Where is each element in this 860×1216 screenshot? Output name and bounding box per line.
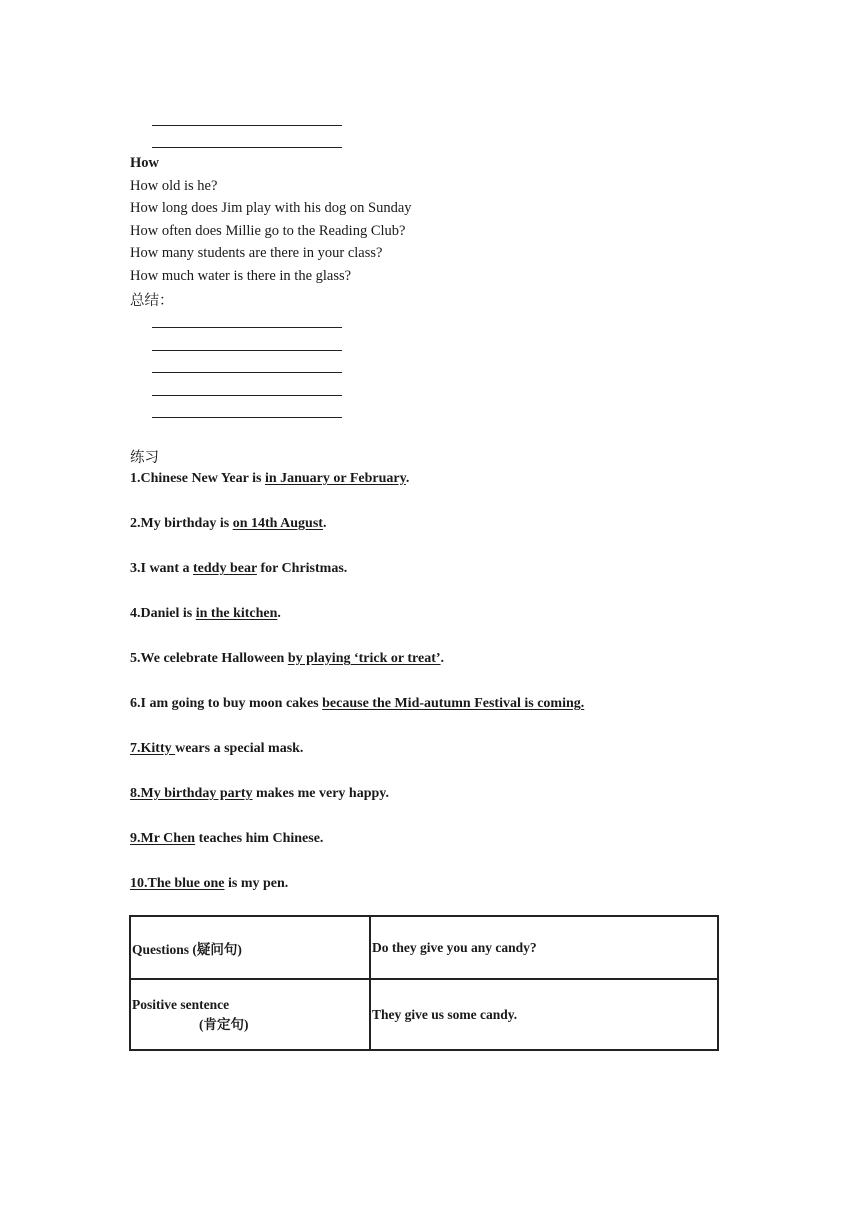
exercise-item: 7.Kitty wears a special mask. [130, 741, 304, 756]
underlined-phrase: teddy bear [193, 561, 257, 576]
underlined-phrase: 9.Mr Chen [130, 831, 196, 846]
summary-blank [152, 327, 342, 328]
table-row [130, 916, 718, 979]
summary-blank [152, 350, 342, 351]
answer-blank [152, 125, 342, 126]
sentence-table [129, 915, 719, 1051]
summary-blank [152, 372, 342, 373]
summary-blank [152, 417, 342, 418]
how-line: How old is he? [130, 178, 218, 194]
table-cell-label: Positive sentence (肯定句) [130, 979, 370, 1050]
exercise-item: 6.I am going to buy moon cakes because the Mid-autumn Festival is coming. [130, 696, 585, 711]
table-cell-value: Do they give you any candy? [370, 916, 718, 979]
underlined-phrase: 7.Kitty [130, 741, 176, 756]
exercise-item: 4.Daniel is in the kitchen. [130, 606, 281, 621]
summary-label: 总结： [130, 293, 174, 309]
exercise-item: 3.I want a teddy bear for Christmas. [130, 561, 348, 576]
underlined-phrase: in January or February [264, 471, 406, 486]
exercise-item: 8.My birthday party makes me very happy. [130, 786, 389, 801]
exercise-item: 1.Chinese New Year is in January or February. [130, 471, 410, 486]
exercise-item: 10.The blue one is my pen. [130, 876, 289, 891]
summary-blank [152, 395, 342, 396]
exercise-item: 5.We celebrate Halloween by playing ‘trick or treat’. [130, 651, 445, 666]
table-cell-label: Questions (疑问句) [130, 916, 370, 979]
how-line: How often does Millie go to the Reading Club? [130, 223, 406, 239]
underlined-phrase: by playing ‘trick or treat’ [287, 651, 441, 666]
how-line: How many students are there in your class? [130, 245, 383, 261]
underlined-phrase: because the Mid-autumn Festival is coming. [322, 696, 585, 711]
how-heading: How [130, 155, 159, 171]
exercise-item: 2.My birthday is on 14th August. [130, 516, 327, 531]
how-line: How much water is there in the glass? [130, 268, 352, 284]
underlined-phrase: 10.The blue one [130, 876, 225, 891]
underlined-phrase: in the kitchen [195, 606, 278, 621]
table-row [130, 979, 718, 1050]
table-cell-value: They give us some candy. [370, 979, 718, 1050]
underlined-phrase: on 14th August [232, 516, 323, 531]
answer-blank [152, 147, 342, 148]
how-line: How long does Jim play with his dog on Sunday [130, 200, 412, 216]
underlined-phrase: 8.My birthday party [130, 786, 253, 801]
practice-heading: 练习 [130, 450, 159, 466]
exercise-item: 9.Mr Chen teaches him Chinese. [130, 831, 324, 846]
